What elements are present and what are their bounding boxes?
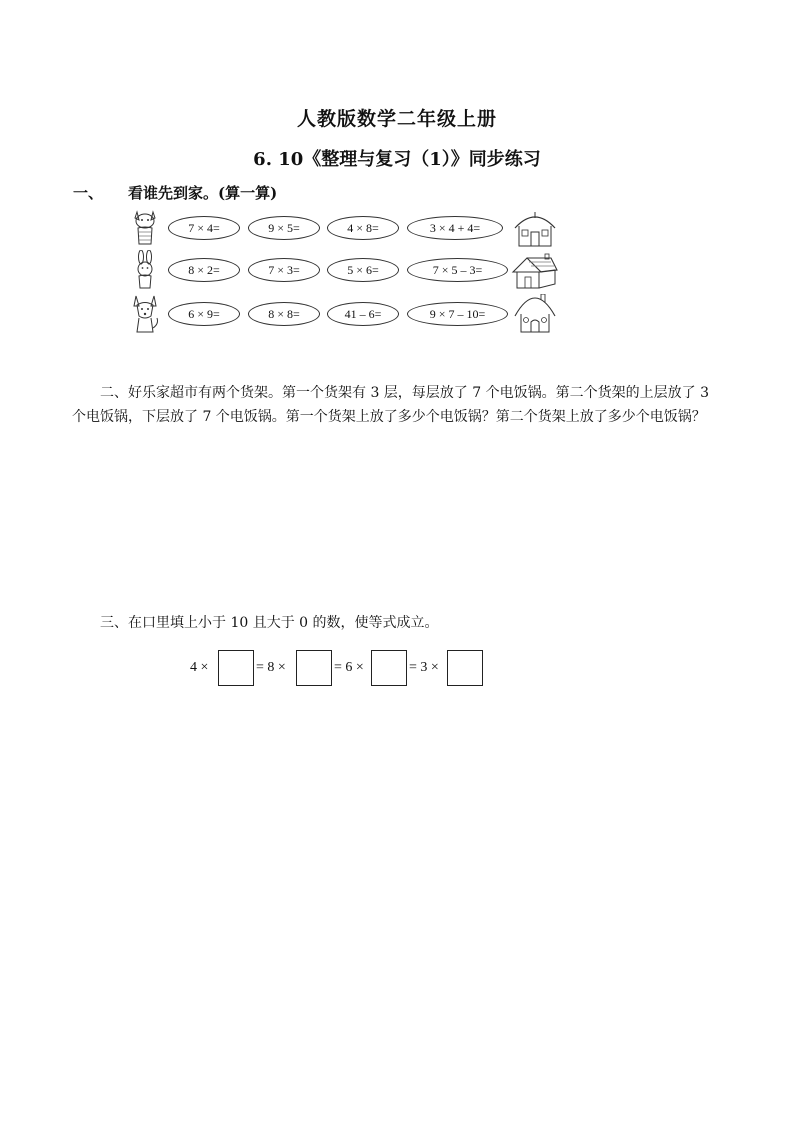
rabbit-icon bbox=[128, 250, 162, 290]
section2-word-problem: 二、好乐家超市有两个货架。第一个货架有 3 层，每层放了 7 个电饭锅。第二个货架的上层放了 3 个电饭锅，下层放了 7 个电饭锅。第一个货架上放了多少个电饭锅？第二个货架上放了多少个电饭锅？ bbox=[72, 385, 709, 425]
problem-pill: 7 × 5 – 3= bbox=[407, 258, 508, 282]
page-subtitle: 6. 10《整理与复习（1）》同步练习 bbox=[253, 149, 541, 170]
house-icon bbox=[511, 208, 559, 248]
answer-box[interactable] bbox=[218, 650, 254, 686]
problem-pill: 6 × 9= bbox=[168, 302, 240, 326]
equation-term: 4 × bbox=[190, 660, 209, 675]
equation-term: = 6 × bbox=[334, 660, 364, 675]
answer-box[interactable] bbox=[296, 650, 332, 686]
problem-pill: 9 × 5= bbox=[248, 216, 320, 240]
answer-box[interactable] bbox=[447, 650, 483, 686]
house-icon bbox=[511, 250, 559, 290]
equation-term: = 3 × bbox=[409, 660, 439, 675]
problem-pill: 9 × 7 – 10= bbox=[407, 302, 508, 326]
problem-pill: 41 – 6= bbox=[327, 302, 399, 326]
cat-icon bbox=[128, 208, 162, 248]
problem-pill: 8 × 2= bbox=[168, 258, 240, 282]
page-title: 人教版数学二年级上册 bbox=[296, 108, 497, 130]
problem-pill: 7 × 4= bbox=[168, 216, 240, 240]
problem-pill: 5 × 6= bbox=[327, 258, 399, 282]
house-icon bbox=[511, 294, 559, 334]
problem-pill: 4 × 8= bbox=[327, 216, 399, 240]
section1-number: 一、 bbox=[73, 184, 104, 202]
problem-pill: 7 × 3= bbox=[248, 258, 320, 282]
equation-term: = 8 × bbox=[256, 660, 286, 675]
section3-instruction: 三、在口里填上小于 10 且大于 0 的数，使等式成立。 bbox=[100, 615, 439, 631]
section1-instruction: 看谁先到家。(算一算) bbox=[128, 184, 278, 202]
answer-box[interactable] bbox=[371, 650, 407, 686]
problem-pill: 8 × 8= bbox=[248, 302, 320, 326]
problem-pill: 3 × 4 + 4= bbox=[407, 216, 503, 240]
dog-icon bbox=[128, 294, 162, 334]
